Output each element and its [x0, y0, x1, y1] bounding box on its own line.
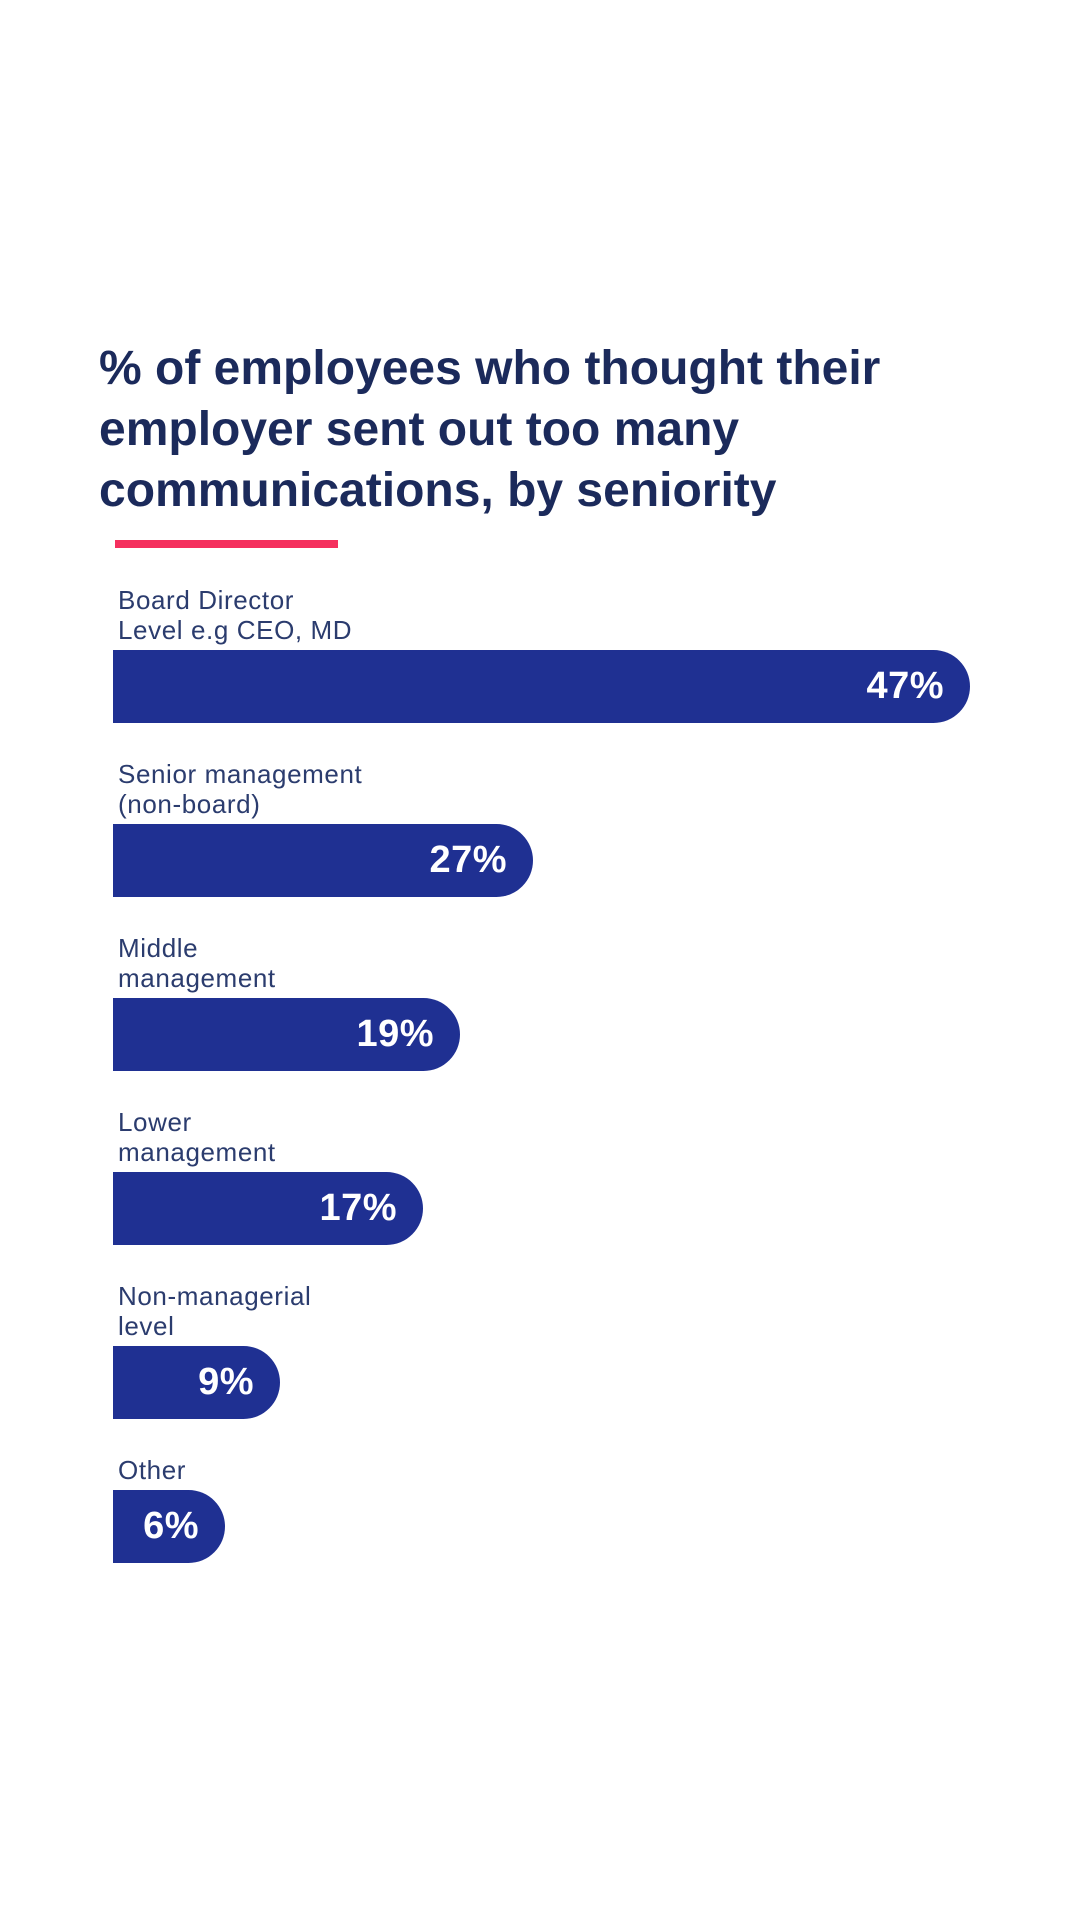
bar-label-line: (non-board) [118, 789, 261, 819]
bar [113, 824, 533, 897]
bar-label-line: Middle [118, 933, 199, 963]
bar-label [113, 933, 1033, 993]
bar-label-line: level [118, 1311, 175, 1341]
bar-group-board-director [113, 585, 1033, 723]
bar-value: 19% [356, 1013, 434, 1055]
bar-value: 17% [319, 1187, 397, 1229]
bar-label-line: Board Director [118, 585, 295, 615]
bar [113, 998, 460, 1071]
accent-divider [115, 540, 338, 548]
bar-label [113, 759, 1033, 819]
bar-label-line: Senior management [118, 759, 363, 789]
bar-group-senior-management [113, 759, 1033, 897]
bar-label [113, 1107, 1033, 1167]
bar-value: 9% [198, 1361, 254, 1403]
bar [113, 650, 970, 723]
bar-value: 47% [866, 665, 944, 707]
bar [113, 1346, 280, 1419]
bar-label-line: Other [118, 1455, 187, 1485]
bar-label [113, 585, 1033, 645]
bar-group-middle-management [113, 933, 1033, 1071]
page-title-line-3: communications, by seniority [99, 464, 777, 517]
bar-value: 27% [429, 839, 507, 881]
bar-value: 6% [143, 1505, 199, 1547]
bar [113, 1172, 423, 1245]
page-title [99, 338, 880, 521]
bar-label-line: Non-managerial [118, 1281, 312, 1311]
bar-label-line: Lower [118, 1107, 192, 1137]
bar-label [113, 1281, 1033, 1341]
bar-label-line: management [118, 1137, 276, 1167]
bar-label-line: management [118, 963, 276, 993]
page-title-line-2: employer sent out too many [99, 403, 740, 456]
bar-label [113, 1455, 1033, 1485]
bar [113, 1490, 225, 1563]
bar-group-non-managerial [113, 1281, 1033, 1419]
bar-chart [113, 585, 1033, 1599]
bar-label-line: Level e.g CEO, MD [118, 615, 353, 645]
bar-group-lower-management [113, 1107, 1033, 1245]
bar-group-other [113, 1455, 1033, 1563]
page-title-line-1: % of employees who thought their [99, 342, 881, 395]
